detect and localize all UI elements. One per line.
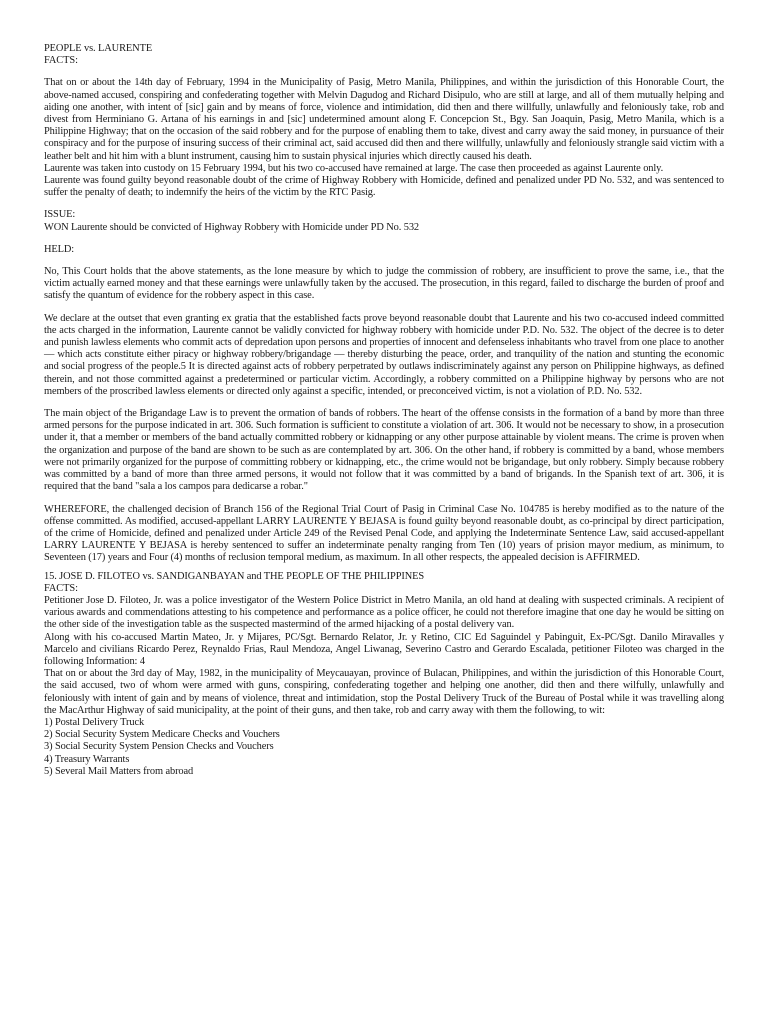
- list-item: 3) Social Security System Pension Checks and Vouchers: [44, 741, 274, 753]
- facts-paragraph: Petitioner Jose D. Filoteo, Jr. was a police investigator of the Western Police District in Metro Manila, an old hand at dealing with suspected criminals. A recipient of various awards and commendations attesting to his competence and performance as a police officer, he could not therefore imagine that one day he would be sitting on the other side of the investigation table as the suspected mastermind of the armed hijacking of a postal delivery van.: [44, 594, 724, 631]
- facts-paragraph: Laurente was found guilty beyond reasonable doubt of the crime of Highway Robbery with Homicide, defined and penalized under PD No. 532, and was sentenced to suffer the penalty of death; to indemnify the heirs of the victim by the RTC Pasig.: [44, 175, 724, 199]
- information-paragraph: That on or about the 3rd day of May, 1982, in the municipality of Meycauayan, province of Bulacan, Philippines, and within the jurisdiction of this Honorable Court, the said accused, two of whom were armed with guns, conspiring, confederating together and helping one another, did then and there wilfully, unlawfully and feloniously with intent of gain and by means of violence, threat and intimidation, stop the Postal Delivery Truck of the Bureau of Postal while it was travelling along the MacArthur Highway of said municipality, at the point of their guns, and then take, rob and carry away with them the following, to wit:: [44, 668, 724, 716]
- held-paragraph: WHEREFORE, the challenged decision of Branch 156 of the Regional Trial Court of Pasig in Criminal Case No. 104785 is hereby modified as to the nature of the offense committed. As modified, accused-appellant LARRY LAURENTE Y BEJASA is found guilty beyond reasonable doubt, as co-principal by direct participation, of the crime of Homicide, defined and penalized under Article 249 of the Revised Penal Code, and applying the Indeterminate Sentence Law, said accused-appellant LARRY LAURENTE Y BEJASA is hereby sentenced to suffer an indeterminate penalty ranging from Ten (10) years of prision mayor medium, as minimum, to Seventeen (17) years and Four (4) months of reclusion temporal medium, as maximum. In all other respects, the appealed decision is AFFIRMED.: [44, 503, 724, 564]
- list-item: 5) Several Mail Matters from abroad: [44, 765, 194, 777]
- document-page: [44, 43, 724, 778]
- list-item: 4) Treasury Warrants: [44, 753, 130, 765]
- issue-text: WON Laurente should be convicted of Highway Robbery with Homicide under PD No. 532: [44, 221, 420, 233]
- facts-paragraph: Laurente was taken into custody on 15 February 1994, but his two co-accused have remained at large. The case then proceeded as against Laurente only.: [44, 162, 664, 174]
- held-paragraph: No, This Court holds that the above statements, as the lone measure by which to judge the commission of robbery, are insufficient to prove the same, i.e., that the victim actually earned money and that these earnings were unlawfully taken by the accused. The prosecution, in this regard, failed to discharge the burden of proof and satisfy the quantum of evidence for the robbery aspect in this case.: [44, 266, 724, 302]
- facts-paragraph: That on or about the 14th day of February, 1994 in the Municipality of Pasig, Metro Manila, Philippines, and within the jurisdiction of this Honorable Court, the above-named accused, conspiring and confederating together with Melvin Dagudog and Richard Disipulo, who are still at large, and all of them mutually helping and aiding one another, with intent of [sic] gain and by means of force, violence and intimidation, did then and there willfully, unlawfully and feloniously take, rob and divest from Herminiano G. Artana of his earnings in and [sic] undetermined amount along F. Concepcion St., Bgy. San Joaquin, Pasig, Metro Manila, which is a Philippine Highway; that on the occasion of the said robbery and for the purpose of enabling them to take, divest and carry away the said money, in pursuance of their conspiracy and for the purpose of insuring success of their criminal act, said accused did then and there willfully, unlawfully and feloniously strangle said victim with a leather belt and hit him with a blunt instrument, causing him to sustain physical injuries which directly caused his death.: [44, 77, 724, 162]
- issue-heading: ISSUE:: [44, 209, 76, 221]
- held-heading: HELD:: [44, 243, 75, 255]
- facts-paragraph: Along with his co-accused Martin Mateo, Jr. y Mijares, PC/Sgt. Bernardo Relator, Jr. y Retino, CIC Ed Saguindel y Pabinguit, Ex-PC/Sgt. Danilo Miravalles y Marcelo and civilians Ricardo Perez, Reynaldo Frias, Raul Mendoza, Angel Liwanag, Severino Castro and Gerardo Escalada, petitioner Filoteo was charged in the following Information: 4: [44, 631, 724, 667]
- list-item: 1) Postal Delivery Truck: [44, 716, 145, 728]
- facts-heading: FACTS:: [44, 582, 78, 594]
- held-paragraph: We declare at the outset that even granting ex gratia that the established facts prove beyond reasonable doubt that Laurente and his two co-accused indeed committed the acts charged in the information, Laurente cannot be validly convicted for highway robbery with homicide under P.D. No. 532. The object of the decree is to deter and punish lawless elements who commit acts of depredation upon persons and properties of innocent and defenseless inhabitants who travel from one place to another — which acts constitute either piracy or highway robbery/brigandage — thereby disturbing the peace, order, and tranquility of the nation and stunting the economic and social progress of the people.5 It is directed against acts of robbery perpetrated by outlaws indiscriminately against any person on Philippine highways, as defined therein, and not those committed against a predetermined or particular victim. Accordingly, a robbery committed on a Philippine highway by persons who are not members of the proscribed lawless elements or directed only against a specific, intended, or preconceived victim, is not a violation of P.D. No. 532.: [44, 312, 724, 397]
- list-item: 2) Social Security System Medicare Checks and Vouchers: [44, 729, 280, 741]
- case-title: 15. JOSE D. FILOTEO vs. SANDIGANBAYAN and THE PEOPLE OF THE PHILIPPINES: [44, 570, 425, 582]
- held-paragraph: The main object of the Brigandage Law is to prevent the ormation of bands of robbers. The heart of the offense consists in the formation of a band by more than three armed persons for the purpose indicated in art. 306. Such formation is sufficient to constitute a violation of art. 306. It would not be necessary to show, in a prosecution under it, that a member or members of the band actually committed robbery or kidnapping or any other purpose attainable by violent means. The crime is proven when the organization and purpose of the band are shown to be such as are contemplated by art. 306. On the other hand, if robbery is committed by a band, whose members were not primarily organized for the purpose of committing robbery or kidnapping, etc., the crime would not be brigandage, but only robbery. Simply because robbery was committed by a band of more than three armed persons, it would not follow that it was committed by a band of brigands. In the Spanish text of art. 306, it is required that the band "sala a los campos para dedicarse a robar.": [44, 408, 724, 493]
- facts-heading: FACTS:: [44, 55, 78, 67]
- case-title: PEOPLE vs. LAURENTE: [44, 43, 153, 54]
